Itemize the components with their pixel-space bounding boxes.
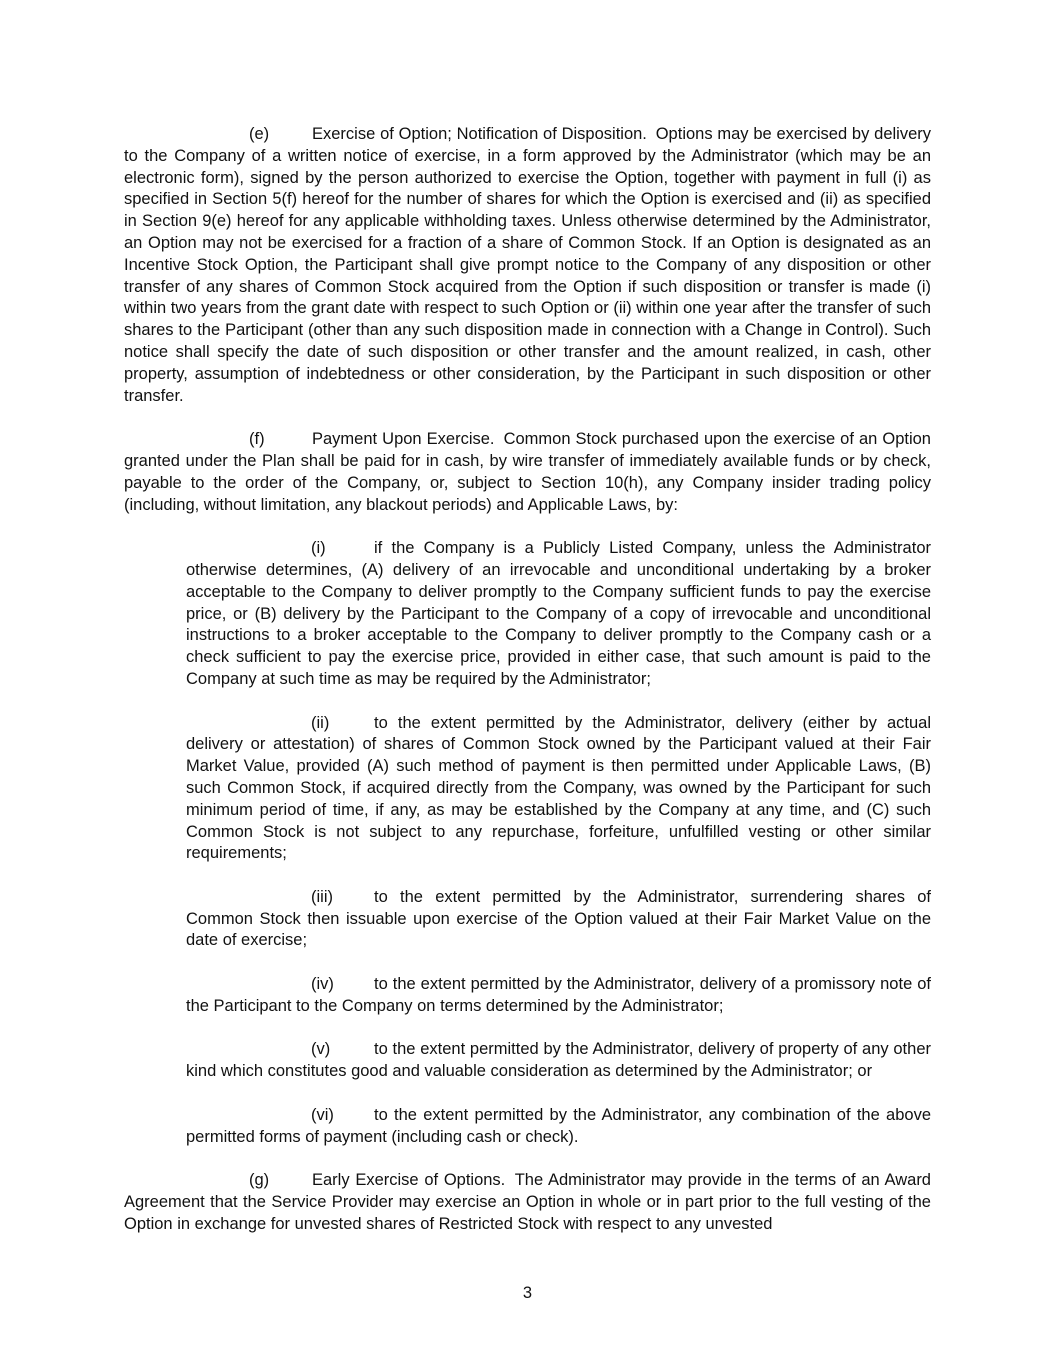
subparagraph-text: to the extent permitted by the Administrator, surrendering shares of Common Stock then issuable upon exercise of the Option valued at their Fair Market Value on the date of exercise; [186, 887, 931, 950]
paragraph-heading: Payment Upon Exercise. [312, 430, 495, 449]
subparagraph-text: to the extent permitted by the Administrator, delivery (either by actual delivery or attestation) of shares of Common Stock owned by the Participant valued at their Fair Market Value, provided (A) such method of payment is then permitted under Applicable Laws, (B) such Common Stock, if acquired directly from the Company, was owned by the Participant for such minimum period of time, if any, as may be established by the Company at any time, and (C) such Common Stock is not subject to any repurchase, forfeiture, unfulfilled vesting or other similar requirements; [186, 713, 931, 863]
paragraph-heading: Early Exercise of Options. [312, 1171, 506, 1190]
paragraph-f [124, 429, 931, 516]
paragraph-g [124, 1170, 931, 1235]
paragraph-text: Options may be exercised by delivery to the Company of a written notice of exercise, in a form approved by the Administrator (which may be an electronic form), signed by the person authorized to exercise the Option, together with payment in full (i) as specified in Section 5(f) hereof for the number of shares for which the Option is exercised and (ii) as specified in Section 9(e) hereof for any applicable withholding taxes. Unless otherwise determined by the Administrator, an Option may not be exercised for a fraction of a share of Common Stock. If an Option is designated as an Incentive Stock Option, the Participant shall give prompt notice to the Company of any disposition or other transfer of any shares of Common Stock acquired from the Option if such disposition or transfer is made (i) within two years from the grant date with respect to such Option or (ii) within one year after the transfer of such shares to the Participant (other than any such disposition made in connection with a Change in Control). Such notice shall specify the date of such disposition or other transfer and the amount realized, in cash, other property, assumption of indebtedness or other consideration, by the Participant in such disposition or other transfer. [124, 125, 931, 405]
subparagraph-vi [186, 1105, 931, 1149]
subparagraph-iv [186, 974, 931, 1018]
subparagraph-label: (iii) [311, 887, 333, 906]
paragraph-heading: Exercise of Option; Notification of Disposition. [312, 125, 647, 143]
paragraph-text: Common Stock purchased upon the exercise of an Option granted under the Plan shall be paid for in cash, by wire transfer of immediately available funds or by check, payable to the order of the Company, or, subject to Section 10(h), any Company insider trading policy (including, without limitation, any blackout periods) and Applicable Laws, by: [124, 430, 931, 514]
subparagraph-text: to the extent permitted by the Administrator, any combination of the above permitted forms of payment (including cash or check). [186, 1105, 931, 1146]
subparagraph-iii [186, 887, 931, 952]
page-number: 3 [522, 1284, 533, 1302]
paragraph-label: (g) [249, 1171, 270, 1190]
subparagraph-text: if the Company is a Publicly Listed Company, unless the Administrator otherwise determines, (A) delivery of an irrevocable and unconditional undertaking by a broker acceptable to the Company to deliver promptly to the Company sufficient funds to pay the exercise price, or (B) delivery by the Participant to the Company of a copy of irrevocable and unconditional instructions to a broker acceptable to the Company to deliver promptly to the Company cash or a check sufficient to pay the exercise price, provided in either case, that such amount is paid to the Company at such time as may be required by the Administrator; [186, 539, 931, 688]
subparagraph-label: (ii) [311, 713, 330, 732]
subparagraph-text: to the extent permitted by the Administrator, delivery of a promissory note of the Participant to the Company on terms determined by the Administrator; [186, 975, 931, 1015]
subparagraph-ii [186, 713, 931, 866]
subparagraph-label: (v) [311, 1040, 331, 1059]
subparagraph-label: (iv) [311, 975, 334, 994]
subparagraph-label: (vi) [311, 1105, 334, 1124]
subparagraph-v [186, 1039, 931, 1083]
paragraph-e [124, 124, 931, 407]
subparagraph-i [186, 538, 931, 691]
document-page [124, 124, 931, 1257]
paragraph-label: (e) [249, 125, 270, 143]
subparagraph-text: to the extent permitted by the Administrator, delivery of property of any other kind which constitutes good and valuable consideration as determined by the Administrator; or [186, 1040, 931, 1081]
subparagraph-label: (i) [311, 539, 326, 558]
paragraph-text: The Administrator may provide in the terms of an Award Agreement that the Service Provider may exercise an Option in whole or in part prior to the full vesting of the Option in exchange for unvested shares of Restricted Stock with respect to any unvested [124, 1171, 931, 1233]
paragraph-label: (f) [249, 430, 265, 449]
